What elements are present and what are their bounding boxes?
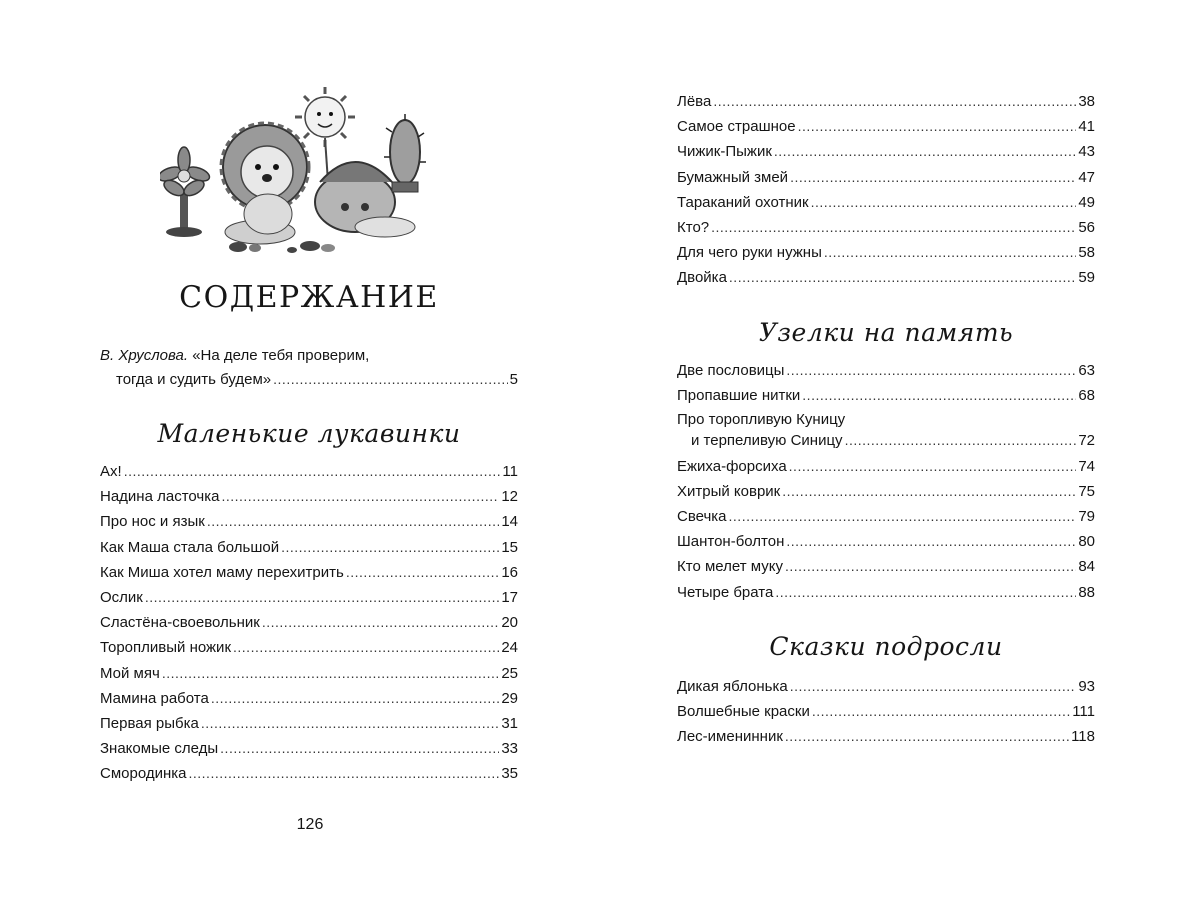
toc-entry[interactable]: [677, 361, 1095, 380]
toc-entry-title: Про нос и язык: [100, 513, 205, 531]
toc-entry[interactable]: [677, 193, 1095, 212]
dot-leader: [774, 142, 1076, 160]
toc-entry[interactable]: [677, 117, 1095, 136]
toc-entry-title: Лес-именинник: [677, 728, 783, 746]
toc-entry[interactable]: [677, 168, 1095, 187]
dot-leader: [789, 457, 1077, 475]
toc-entry[interactable]: [100, 714, 518, 733]
toc-entry-page: 74: [1078, 457, 1095, 475]
page-number: 126: [296, 816, 324, 833]
toc-entry-page: 20: [501, 614, 518, 632]
toc-entry[interactable]: [100, 588, 518, 607]
toc-entry-title: Две пословицы: [677, 362, 785, 379]
toc-entry[interactable]: [677, 677, 1095, 696]
toc-entry-title: Свечка: [677, 508, 727, 525]
toc-entry-page: 84: [1078, 558, 1095, 576]
section-title-malenkie-lukavinki: Маленькие лукавинки: [157, 419, 461, 448]
toc-entry-title: Как Миша хотел маму перехитрить: [100, 563, 344, 581]
toc-entry-title: Мой мяч: [100, 664, 160, 682]
toc-entry-title: Для чего руки нужны: [677, 244, 822, 262]
dot-leader: [785, 727, 1069, 745]
toc-entry-title: Мамина работа: [100, 689, 209, 707]
toc-entry[interactable]: [691, 431, 1095, 450]
dot-leader: [729, 507, 1077, 525]
section-title-uzelki-na-pamyat: Узелки на память: [758, 318, 1014, 347]
toc-entry[interactable]: [100, 487, 518, 506]
right-page: [600, 0, 1200, 900]
toc-entry-page: 33: [501, 740, 518, 758]
toc-entry[interactable]: [677, 482, 1095, 501]
dot-leader: [189, 764, 500, 782]
toc-entry[interactable]: [100, 512, 518, 531]
dot-leader: [145, 588, 499, 606]
toc-entry-page: 80: [1078, 533, 1095, 551]
toc-entry-title: Кто мелет муку: [677, 558, 783, 576]
dot-leader: [782, 482, 1076, 500]
toc-entry-page: 63: [1078, 362, 1095, 379]
toc-entry-page: 118: [1071, 728, 1095, 746]
toc-entry-page: 11: [502, 463, 518, 480]
dot-leader: [262, 613, 499, 631]
dot-leader: [802, 386, 1076, 404]
toc-entry-page: 15: [501, 538, 518, 556]
dot-leader: [729, 268, 1076, 286]
dot-leader: [798, 117, 1077, 135]
toc-entry-page: 93: [1078, 678, 1095, 695]
dot-leader: [811, 193, 1077, 211]
toc-entry[interactable]: [677, 92, 1095, 111]
toc-entry-page: 12: [501, 488, 518, 506]
toc-entry-title: Сластёна-своевольник: [100, 614, 260, 632]
toc-entry-page: 41: [1078, 118, 1095, 136]
toc-title: СОДЕРЖАНИЕ: [179, 280, 439, 315]
toc-entry-title: Знакомые следы: [100, 740, 219, 758]
toc-entry-page: 43: [1078, 143, 1095, 161]
toc-entry-title: Двойка: [677, 269, 727, 287]
toc-entry-title: Бумажный змей: [677, 168, 789, 186]
toc-entry[interactable]: [677, 268, 1095, 287]
toc-entry-page: 111: [1072, 703, 1095, 721]
toc-entry-page: 72: [1078, 432, 1095, 450]
toc-entry-page: 58: [1078, 244, 1095, 262]
toc-entry[interactable]: [100, 538, 518, 557]
toys-illustration: [160, 82, 440, 257]
toc-entry-title: Тараканий охотник: [677, 193, 809, 211]
section-title-skazki-podrosli: Сказки подросли: [769, 632, 1003, 661]
dot-leader: [346, 563, 499, 581]
dot-leader: [713, 92, 1076, 110]
toc-entry-page: 35: [501, 765, 518, 783]
toc-entry-title: Надина ласточка: [100, 488, 220, 506]
dot-leader: [233, 638, 499, 656]
dot-leader: [790, 677, 1077, 695]
toc-entry-title: Ах!: [100, 463, 122, 480]
dot-leader: [221, 487, 499, 505]
toc-entry-page: 31: [501, 715, 518, 732]
toc-entry-page: 16: [501, 563, 518, 581]
intro-title-line2: тогда и судить будем»: [116, 371, 272, 388]
toc-entry-title: и терпеливую Синицу: [691, 432, 843, 450]
toc-entry-page: 38: [1078, 93, 1095, 110]
dot-leader: [812, 702, 1070, 720]
toc-entry-title: Лёва: [677, 93, 712, 110]
toc-entry-title: Четыре брата: [677, 583, 774, 601]
toc-entry[interactable]: [100, 563, 518, 582]
dot-leader: [824, 243, 1076, 261]
toc-entry[interactable]: [677, 142, 1095, 161]
toc-entry-title: Ежиха-форсиха: [677, 457, 787, 475]
toc-entry[interactable]: [677, 457, 1095, 476]
toc-entry-page: 75: [1078, 482, 1095, 500]
toc-entry[interactable]: [100, 613, 518, 632]
intro-title-line1: «На деле тебя проверим,: [192, 347, 370, 364]
dot-leader: [786, 361, 1076, 379]
toc-entry-page: 24: [501, 639, 518, 657]
intro-line-1: [100, 347, 369, 365]
dot-leader: [711, 218, 1076, 236]
dot-leader: [162, 664, 500, 682]
intro-page: 5: [509, 371, 518, 388]
toc-entry[interactable]: [677, 727, 1095, 746]
dot-leader: [845, 431, 1077, 449]
dot-leader: [211, 689, 499, 707]
dot-leader: [124, 462, 501, 480]
toc-entry[interactable]: [100, 638, 518, 657]
dot-leader: [775, 583, 1076, 601]
toc-entry-page: 25: [501, 664, 518, 682]
toc-entry[interactable]: [677, 507, 1095, 526]
toc-entry[interactable]: [100, 462, 518, 481]
toc-entry-page: 68: [1078, 387, 1095, 405]
toc-entry-title: Первая рыбка: [100, 715, 199, 732]
toc-entry-page: 29: [501, 689, 518, 707]
toc-entry-title: Дикая яблонька: [677, 678, 788, 695]
toc-entry-title: Смородинка: [100, 765, 187, 783]
toc-entry[interactable]: [677, 557, 1095, 576]
toc-entry-page: 88: [1078, 583, 1095, 601]
toc-entry-title: Пропавшие нитки: [677, 387, 801, 405]
toc-entry[interactable]: [677, 386, 1095, 405]
toc-entry-title: Хитрый коврик: [677, 482, 781, 500]
toc-entry[interactable]: [100, 664, 518, 683]
dot-leader: [790, 168, 1076, 186]
intro-author: В. Хруслова.: [100, 347, 189, 364]
dot-leader: [786, 532, 1076, 550]
dot-leader: [207, 512, 499, 530]
dot-leader: [220, 739, 499, 757]
dot-leader: [281, 538, 499, 556]
toc-entry-page: 56: [1078, 219, 1095, 236]
toc-entry-page: 14: [501, 513, 518, 531]
toc-entry-title: Волшебные краски: [677, 703, 810, 721]
toc-entry-title: Кто?: [677, 219, 710, 236]
dot-leader: [273, 370, 508, 388]
toc-entry-page: 47: [1078, 168, 1095, 186]
toc-entry-page: 59: [1078, 269, 1095, 287]
toc-entry[interactable]: [677, 702, 1095, 721]
toc-entry[interactable]: [100, 689, 518, 708]
toc-entry-title: Шантон-болтон: [677, 533, 785, 551]
toc-entry[interactable]: [100, 739, 518, 758]
flower-figure: [160, 147, 211, 237]
toc-entry-page: 49: [1078, 193, 1095, 211]
toc-entry[interactable]: [677, 243, 1095, 262]
intro-entry[interactable]: [116, 370, 518, 389]
toc-entry[interactable]: [677, 532, 1095, 551]
toc-entry-page: 79: [1078, 508, 1095, 525]
toc-entry-title: Чижик-Пыжик: [677, 143, 772, 161]
toc-entry-title-line1: Про торопливую Куницу: [677, 411, 846, 429]
toc-entry[interactable]: [677, 583, 1095, 602]
toc-entry[interactable]: [677, 218, 1095, 237]
dot-leader: [785, 557, 1076, 575]
toc-entry-title: Самое страшное: [677, 118, 796, 136]
toc-entry-title: Торопливый ножик: [100, 639, 232, 657]
toc-entry-title: Как Маша стала большой: [100, 538, 280, 556]
toc-entry-page: 17: [501, 589, 518, 606]
lion-figure: [221, 123, 309, 244]
toc-entry[interactable]: [100, 764, 518, 783]
dot-leader: [201, 714, 499, 732]
toc-entry-title: Ослик: [100, 589, 143, 606]
